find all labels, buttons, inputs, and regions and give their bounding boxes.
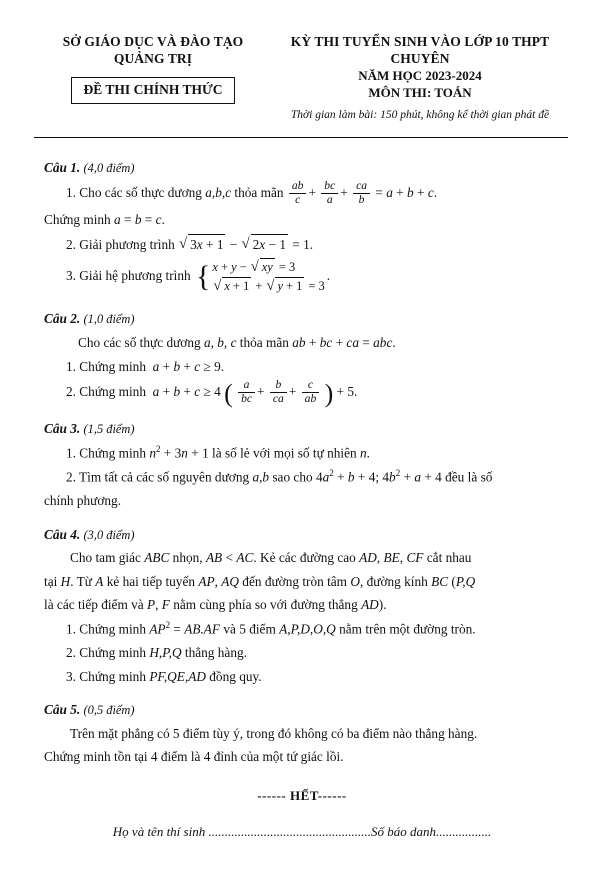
question-1-item-1b: Chứng minh a = b = c.	[44, 212, 165, 228]
fraction-ca-over-b: $\frac{ca}{b}$	[353, 180, 370, 206]
sqrt-y-plus-1: √ y + 1	[266, 277, 304, 296]
question-4-item-2: 2. Chứng minh H,P,Q thẳng hàng.	[66, 644, 247, 660]
header-left-block	[34, 34, 272, 104]
question-1-points: (4,0 điểm)	[83, 160, 135, 175]
question-5-heading	[44, 700, 560, 721]
paren-close: )	[324, 379, 334, 409]
sqrt-2x-minus-1: √ 2x − 1	[242, 234, 288, 256]
question-4-intro: Cho tam giác ABC nhọn, AB < AC. Kẻ các đường cao AD, BE, CF cắt nhau	[70, 550, 472, 566]
header-right-block	[272, 34, 568, 121]
system-of-equations: { x + y − √ xy = 3 √ x + 1 + √ y + 1 = 3	[196, 258, 325, 296]
question-5-points: (0,5 điểm)	[83, 703, 135, 718]
exam-page	[0, 34, 602, 890]
department-name-line1: SỞ GIÁO DỤC VÀ ĐÀO TẠO	[62, 34, 244, 49]
question-3-item-2: 2. Tìm tất cả các số nguyên dương a,b sao cho $4a^2 + b + 4$; $4b^2 + a + 4$ đều là số	[66, 467, 493, 485]
question-2-item-1: 1. Chứng minh a + b + c ≥ 9.	[66, 358, 225, 374]
question-2-item-2: 2. Chứng minh a + b + c ≥ 4 ( $\frac{a}{bc}$ + $\frac{b}{ca}$ + $\frac{c}{ab}$ ) + 5.	[66, 378, 358, 409]
question-3-heading	[44, 419, 560, 440]
exam-title: KỲ THI TUYỂN SINH VÀO LỚP 10 THPT CHUYÊN	[290, 34, 550, 66]
question-1-heading	[44, 158, 560, 179]
sqrt-xy: √ xy	[251, 258, 275, 277]
question-3-points: (1,5 điểm)	[83, 422, 135, 437]
end-mark: ------ HẾT------	[257, 788, 347, 804]
department-name-line2: QUẢNG TRỊ	[113, 50, 193, 66]
candidate-info-line: Họ và tên thí sinh ..................................................Số báo danh.................	[112, 824, 492, 840]
sqrt-x-plus-1: √ x + 1	[213, 277, 251, 296]
question-4-intro-cont-1: tại H. Từ A kẻ hai tiếp tuyến AP, AQ đến đường tròn tâm O, đường kính BC (P,Q	[44, 573, 476, 589]
subject: MÔN THI: TOÁN	[368, 84, 472, 100]
fraction-a-over-bc: $\frac{a}{bc}$	[238, 379, 255, 405]
official-exam-badge: ĐỀ THI CHÍNH THỨC	[71, 77, 236, 104]
question-3-item-1: 1. Chứng minh $n^2 + 3n + 1$ là số lẻ với mọi số tự nhiên n.	[66, 443, 370, 461]
fraction-bc-over-a: $\frac{bc}{a}$	[321, 180, 338, 206]
question-4-item-1: 1. Chứng minh $AP^2 = AB.AF$ và 5 điểm A,P,D,O,Q nằm trên một đường tròn.	[66, 619, 476, 637]
fraction-ab-over-c: $\frac{ab}{c}$	[289, 180, 307, 206]
question-2-points: (1,0 điểm)	[83, 312, 135, 327]
document-header	[0, 34, 602, 121]
question-5-item-1: Trên mặt phẳng có 5 điểm tùy ý, trong đó không có ba điểm nào thẳng hàng.	[70, 725, 478, 741]
exam-body	[0, 158, 602, 843]
question-4-points: (3,0 điểm)	[83, 527, 135, 542]
question-5-item-1-cont: Chứng minh tồn tại 4 điểm là 4 đỉnh của một tứ giác lồi.	[44, 749, 344, 765]
school-year: NĂM HỌC 2023-2024	[358, 67, 482, 83]
duration-note: Thời gian làm bài: 150 phút, không kể thời gian phát đề	[290, 108, 550, 121]
question-1-item-3: 3. Giải hệ phương trình { x + y − √ xy = 3 √ x + 1 + √ y + 1 = 3 .	[44, 258, 560, 296]
question-5-label: Câu 5.	[44, 702, 81, 718]
question-1-label: Câu 1.	[44, 159, 81, 175]
question-4-heading	[44, 525, 560, 546]
question-3-label: Câu 3.	[44, 421, 81, 437]
question-2-label: Câu 2.	[44, 311, 81, 327]
question-2-intro: Cho các số thực dương a, b, c thỏa mãn ab + bc + ca = abc.	[78, 334, 396, 350]
fraction-b-over-ca: $\frac{b}{ca}$	[270, 379, 287, 405]
question-4-intro-cont-2: là các tiếp điểm và P, F nằm cùng phía so với đường thẳng AD).	[44, 597, 387, 613]
header-divider	[34, 137, 568, 138]
question-3-item-2-cont: chính phương.	[44, 492, 122, 508]
question-4-item-3: 3. Chứng minh PF,QE,AD đồng quy.	[66, 668, 262, 684]
paren-open: (	[224, 379, 233, 409]
fraction-c-over-ab: $\frac{c}{ab}$	[302, 379, 320, 405]
question-4-label: Câu 4.	[44, 526, 81, 542]
question-2-heading	[44, 309, 560, 330]
sqrt-3x-plus-1: √ 3x + 1	[179, 234, 225, 256]
question-1-item-2: 2. Giải phương trình √ 3x + 1 − √ 2x − 1 = 1.	[44, 234, 560, 256]
question-1-item-1: 1. Cho các số thực dương a,b,c thỏa mãn $\frac{ab}{c}$ + $\frac{bc}{a}$ + $\frac{ca}{b}$ = a + b + c.	[66, 179, 438, 206]
